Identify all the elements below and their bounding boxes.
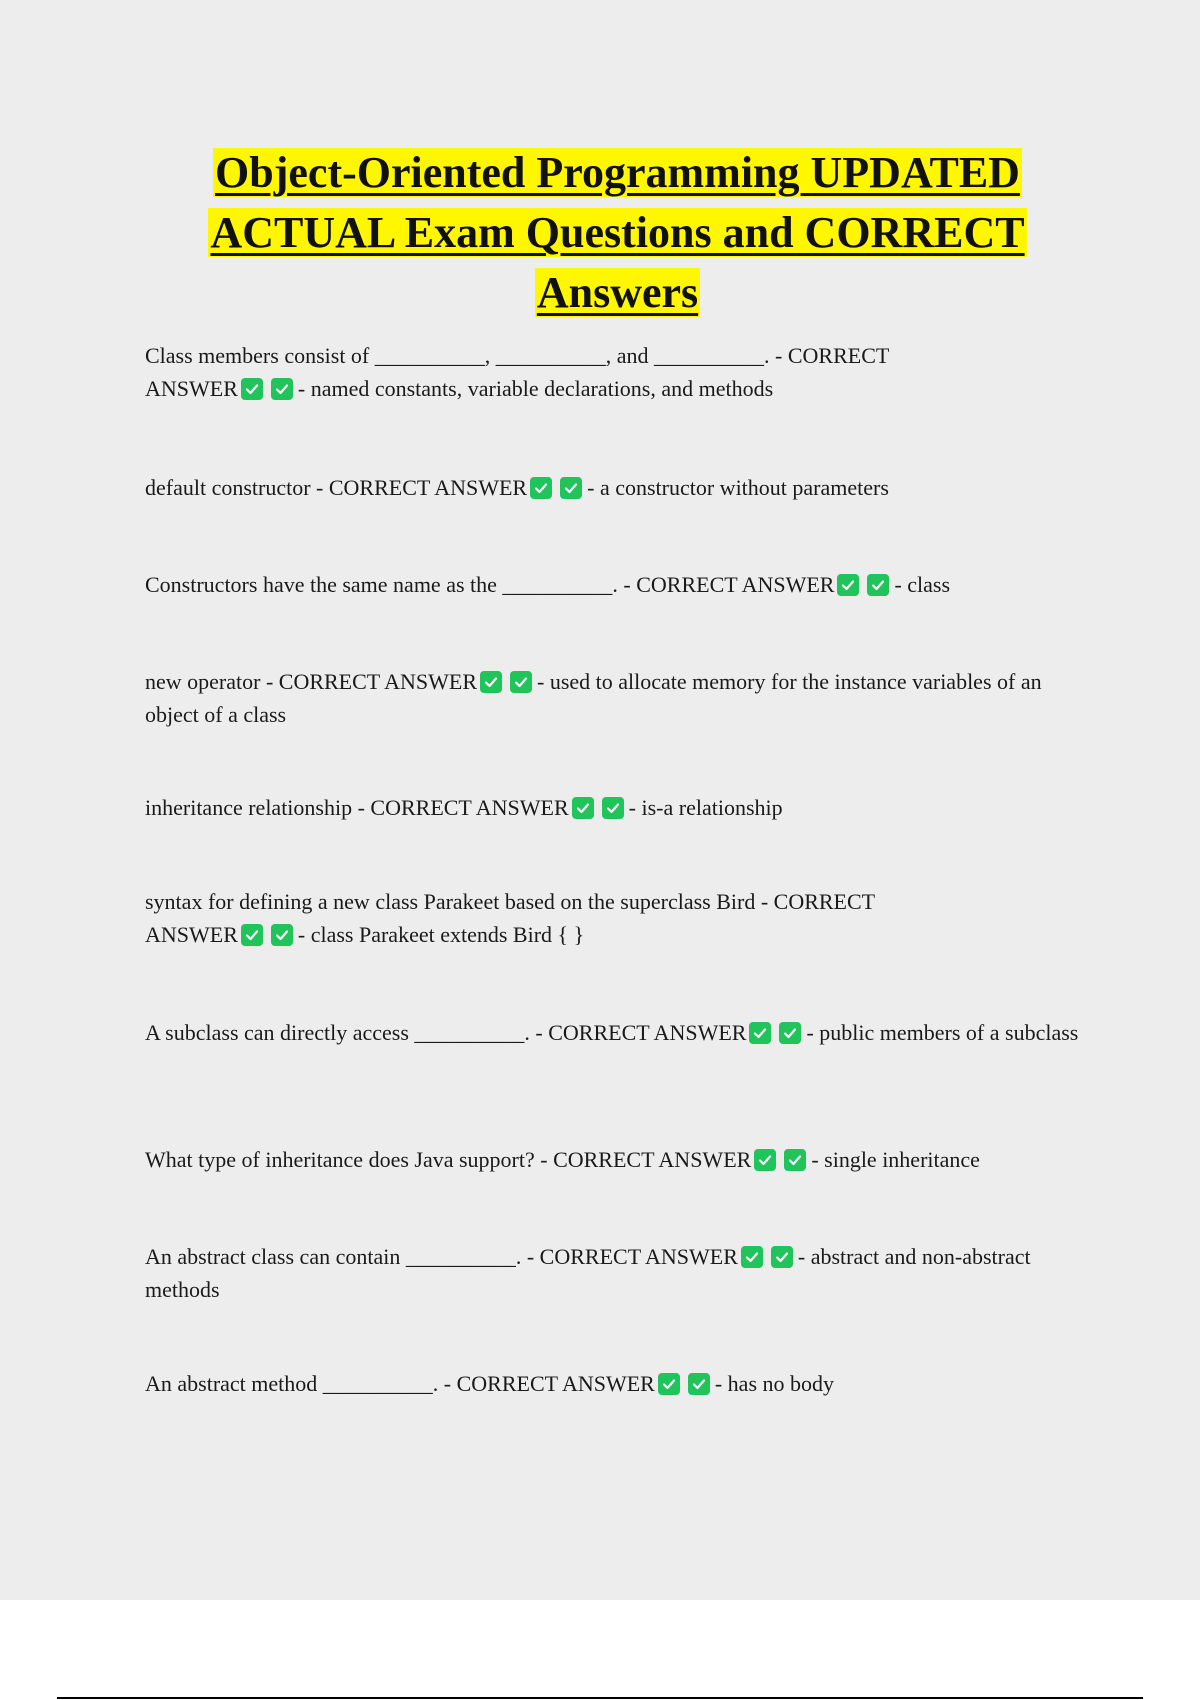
answer-text: - used to allocate memory for the instance variables of an object of a class [145,669,1042,727]
question-text: Class members consist of __________, __________, and __________. - CORRECT [145,343,890,368]
check-mark-icon [530,477,552,499]
answer-text: - is-a relationship [628,795,783,820]
qa-item [145,885,1090,951]
check-mark-icon [271,378,293,400]
question-text: An abstract method __________. - CORRECT ANSWER [145,1371,655,1396]
check-mark-icon [241,924,263,946]
qa-item [145,1367,1090,1400]
answer-text: - a constructor without parameters [587,475,889,500]
check-mark-icon [754,1149,776,1171]
check-mark-icon [271,924,293,946]
check-mark-icon [779,1022,801,1044]
check-mark-icon [658,1373,680,1395]
check-mark-icon [510,671,532,693]
qa-item [145,791,1090,824]
qa-item [145,568,1090,601]
answer-text: - single inheritance [811,1147,980,1172]
qa-item [145,1143,1090,1176]
title-line-1: Object-Oriented Programming UPDATED [215,148,1020,197]
answer-text: - class Parakeet extends Bird { } [297,922,585,947]
qa-item [145,471,1090,504]
check-mark-icon [572,797,594,819]
qa-item [145,1240,1090,1306]
check-mark-icon [771,1246,793,1268]
title-line-3: Answers [536,268,699,317]
question-text: A subclass can directly access __________. - CORRECT ANSWER [145,1020,747,1045]
qa-item [145,665,1090,731]
question-text: An abstract class can contain __________. - CORRECT ANSWER [145,1244,738,1269]
check-mark-icon [602,797,624,819]
question-text: syntax for defining a new class Parakeet based on the superclass Bird - CORRECT [145,889,876,914]
title-line-2: ACTUAL Exam Questions and CORRECT [210,208,1025,257]
check-mark-icon [480,671,502,693]
check-mark-icon [784,1149,806,1171]
check-mark-icon [560,477,582,499]
question-text: new operator - CORRECT ANSWER [145,669,478,694]
check-mark-icon [741,1246,763,1268]
check-mark-icon [837,574,859,596]
qa-item [145,1016,1090,1049]
check-mark-icon [241,378,263,400]
check-mark-icon [688,1373,710,1395]
question-text: Constructors have the same name as the __________. - CORRECT ANSWER [145,572,835,597]
document-title [130,143,1105,323]
question-text: default constructor - CORRECT ANSWER [145,475,528,500]
question-text: What type of inheritance does Java support? - CORRECT ANSWER [145,1147,752,1172]
question-text: inheritance relationship - CORRECT ANSWER [145,795,569,820]
answer-text: - class [894,572,951,597]
question-text-cont: ANSWER [145,376,238,401]
check-mark-icon [867,574,889,596]
answer-text: - abstract and non-abstract methods [145,1244,1031,1302]
question-text-cont: ANSWER [145,922,238,947]
footer-divider [57,1697,1143,1699]
check-mark-icon [749,1022,771,1044]
answer-text: - has no body [714,1371,835,1396]
answer-text: - public members of a subclass [806,1020,1079,1045]
answer-text: - named constants, variable declarations, and methods [297,376,774,401]
qa-item [145,339,1090,405]
